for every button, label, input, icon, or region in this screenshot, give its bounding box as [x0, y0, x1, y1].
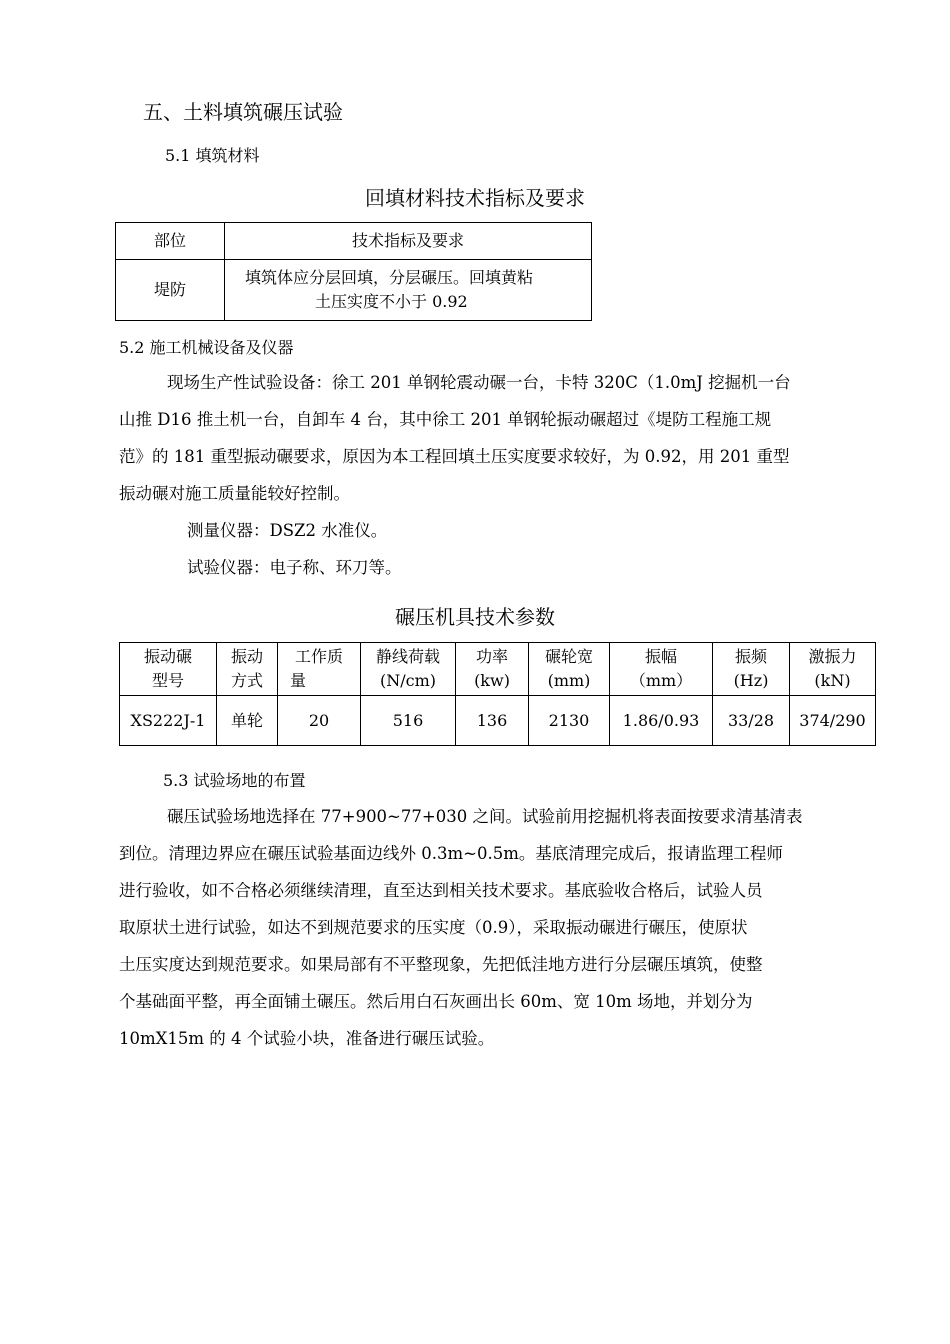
table2-header-frequency: 振频 (Hz) — [713, 643, 790, 696]
test-instrument-line: 试验仪器：电子称、环刀等。 — [187, 558, 402, 577]
table1-req-line2: 土压实度不小于 0.92 — [315, 292, 468, 311]
paragraph-line: 振动碾对施工质量能较好控制。 — [119, 484, 350, 503]
table1-caption: 回填材料技术指标及要求 — [365, 186, 585, 210]
table2-header-working-mass: 工作质 量 — [278, 643, 361, 696]
paragraph-line: 进行验收，如不合格必须继续清理，直至达到相关技术要求。基底验收合格后，试验人员 — [119, 881, 763, 900]
table2-caption: 碾压机具技术参数 — [395, 605, 555, 629]
subsection-5-1-title: 5.1 填筑材料 — [165, 146, 260, 165]
paragraph-line: 取原状土进行试验，如达不到规范要求的压实度（0.9），采取振动碾进行碾压，使原状 — [119, 918, 748, 937]
table1-cell-part: 堤防 — [116, 260, 225, 321]
table2-header-static-load: 静线荷载 (N/cm) — [361, 643, 456, 696]
table2-cell-working-mass: 20 — [278, 696, 361, 746]
paragraph-line: 现场生产性试验设备：徐工 201 单钢轮震动碾一台，卡特 320C（1.0mJ 挖掘机一台 — [167, 373, 791, 392]
roller-parameters-table — [119, 642, 876, 746]
subsection-5-2-title: 5.2 施工机械设备及仪器 — [119, 338, 294, 357]
table2-cell-power: 136 — [456, 696, 529, 746]
table1-header-part: 部位 — [116, 223, 225, 260]
table2-header-drum-width: 碾轮宽 (mm) — [529, 643, 610, 696]
table2-cell-model: XS222J-1 — [120, 696, 217, 746]
paragraph-line: 碾压试验场地选择在 77+900~77+030 之间。试验前用挖掘机将表面按要求清基清表 — [167, 807, 803, 826]
table2-header-power: 功率 (kw) — [456, 643, 529, 696]
paragraph-5-2 — [119, 364, 875, 586]
table2-cell-exciting-force: 374/290 — [790, 696, 876, 746]
paragraph-line: 到位。清理边界应在碾压试验基面边线外 0.3m~0.5m。基底清理完成后，报请监理工程师 — [119, 844, 783, 863]
table2-cell-vibration-mode: 单轮 — [217, 696, 278, 746]
table2-cell-drum-width: 2130 — [529, 696, 610, 746]
table2-header-exciting-force: 激振力 (kN) — [790, 643, 876, 696]
paragraph-5-3 — [119, 798, 875, 1057]
paragraph-line: 土压实度达到规范要求。如果局部有不平整现象，先把低洼地方进行分层碾压填筑，使整 — [119, 955, 763, 974]
table2-header-vibration-mode: 振动 方式 — [217, 643, 278, 696]
subsection-5-3-title: 5.3 试验场地的布置 — [163, 771, 306, 790]
paragraph-line: 10mX15m 的 4 个试验小块，准备进行碾压试验。 — [119, 1029, 495, 1048]
table1-header-requirements: 技术指标及要求 — [225, 223, 592, 260]
paragraph-line: 个基础面平整，再全面铺土碾压。然后用白石灰画出长 60m、宽 10m 场地，并划分为 — [119, 992, 753, 1011]
table2-cell-amplitude: 1.86/0.93 — [610, 696, 713, 746]
survey-instrument-line: 测量仪器：DSZ2 水准仪。 — [187, 521, 388, 540]
paragraph-line: 山推 D16 推土机一台，自卸车 4 台，其中徐工 201 单钢轮振动碾超过《堤防工程施工规 — [119, 410, 772, 429]
table2-cell-static-load: 516 — [361, 696, 456, 746]
fill-material-table — [115, 222, 592, 321]
table1-cell-requirements — [225, 260, 592, 321]
table1-req-line1: 填筑体应分层回填，分层碾压。回填黄粘 — [245, 268, 534, 287]
section-title: 五、土料填筑碾压试验 — [143, 100, 343, 124]
table2-header-amplitude: 振幅 （mm） — [610, 643, 713, 696]
table2-cell-frequency: 33/28 — [713, 696, 790, 746]
table2-header-model: 振动碾 型号 — [120, 643, 217, 696]
paragraph-line: 范》的 181 重型振动碾要求，原因为本工程回填土压实度要求较好，为 0.92，用 201 重型 — [119, 447, 790, 466]
